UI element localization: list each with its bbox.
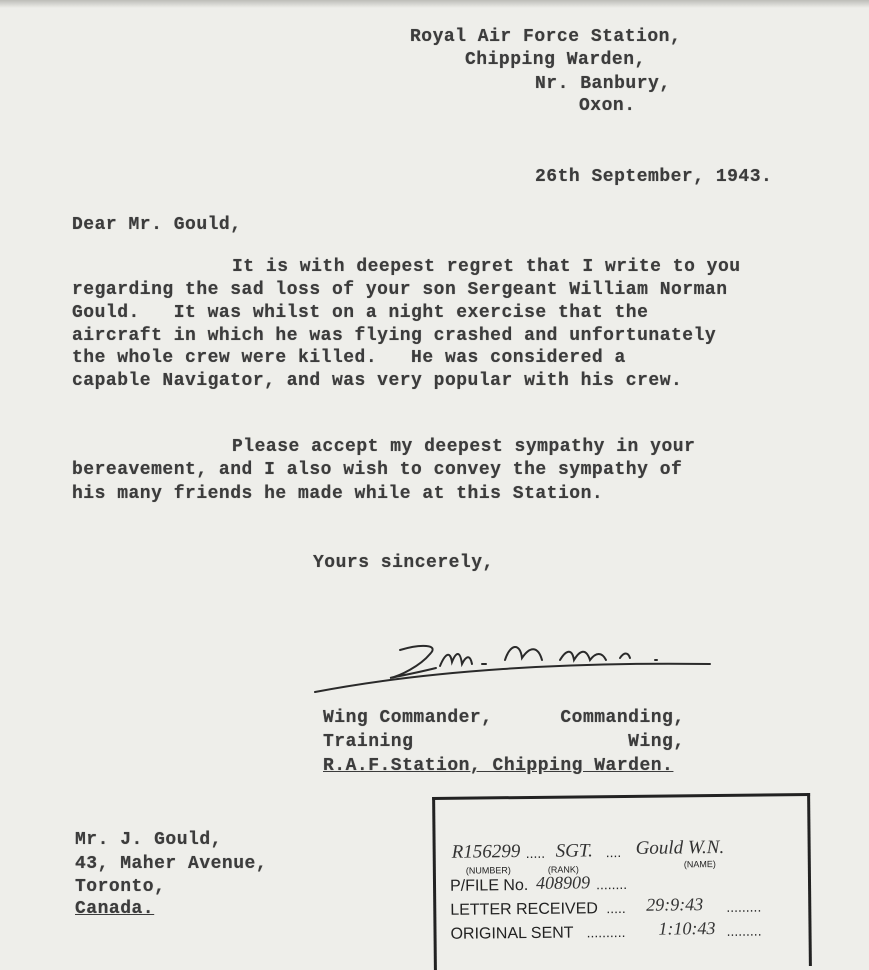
stamp-rank: SGT. — [555, 840, 593, 862]
signatory-station: R.A.F.Station, Chipping Warden. — [323, 756, 674, 776]
address-line: Oxon. — [579, 96, 636, 116]
received-value: 29:9:43 — [646, 894, 704, 915]
address-line: Chipping Warden, — [465, 50, 646, 70]
text-line: Please accept my deepest sympathy in your — [232, 437, 696, 457]
number-label: (NUMBER) — [465, 865, 511, 876]
stamp-name: Gould W.N. — [635, 836, 725, 859]
signatory-title: Training Wing, — [323, 732, 685, 752]
address-line: Royal Air Force Station, — [410, 27, 682, 47]
text-line: Gould. It was whilst on a night exercise that the — [72, 303, 649, 323]
handwritten-signature — [310, 630, 720, 700]
address-line: Nr. Banbury, — [535, 74, 671, 94]
scan-edge — [0, 0, 869, 8]
text-line: It is with deepest regret that I write to you — [232, 257, 741, 277]
signatory-title: Wing Commander, Commanding, — [323, 708, 685, 728]
record-stamp: R156299 ..... SGT. .... Gould W.N. (NUMBER) (RANK) (NAME) P/FILE No. 408909 ........ LETTER RECEIVED ..... 29:9:43 ......... ORIGINAL SENT .......... 1:10:43 ......... — [432, 793, 812, 970]
text-line: regarding the sad loss of your son Sergeant William Norman — [72, 280, 728, 300]
letter-date: 26th September, 1943. — [535, 167, 773, 187]
name-label: (NAME) — [683, 859, 716, 870]
received-label: LETTER RECEIVED — [450, 900, 598, 919]
address-line: 43, Maher Avenue, — [75, 854, 268, 874]
salutation: Dear Mr. Gould, — [72, 215, 242, 235]
address-line: Canada. — [75, 899, 155, 919]
text-line: aircraft in which he was flying crashed and unfortunately — [72, 326, 717, 346]
pfile-value: 408909 — [535, 872, 591, 893]
text-line: capable Navigator, and was very popular with his crew. — [72, 371, 683, 391]
stamp-number: R156299 — [451, 841, 521, 863]
closing: Yours sincerely, — [313, 553, 494, 573]
pfile-label: P/FILE No. — [449, 876, 529, 895]
address-line: Mr. J. Gould, — [75, 830, 222, 850]
rank-label: (RANK) — [547, 864, 579, 875]
address-line: Toronto, — [75, 877, 166, 897]
text-line: bereavement, and I also wish to convey the sympathy of — [72, 460, 683, 480]
text-line: the whole crew were killed. He was considered a — [72, 348, 626, 368]
sent-label: ORIGINAL SENT — [450, 924, 574, 943]
sent-value: 1:10:43 — [658, 918, 716, 939]
text-line: his many friends he made while at this Station. — [72, 484, 604, 504]
